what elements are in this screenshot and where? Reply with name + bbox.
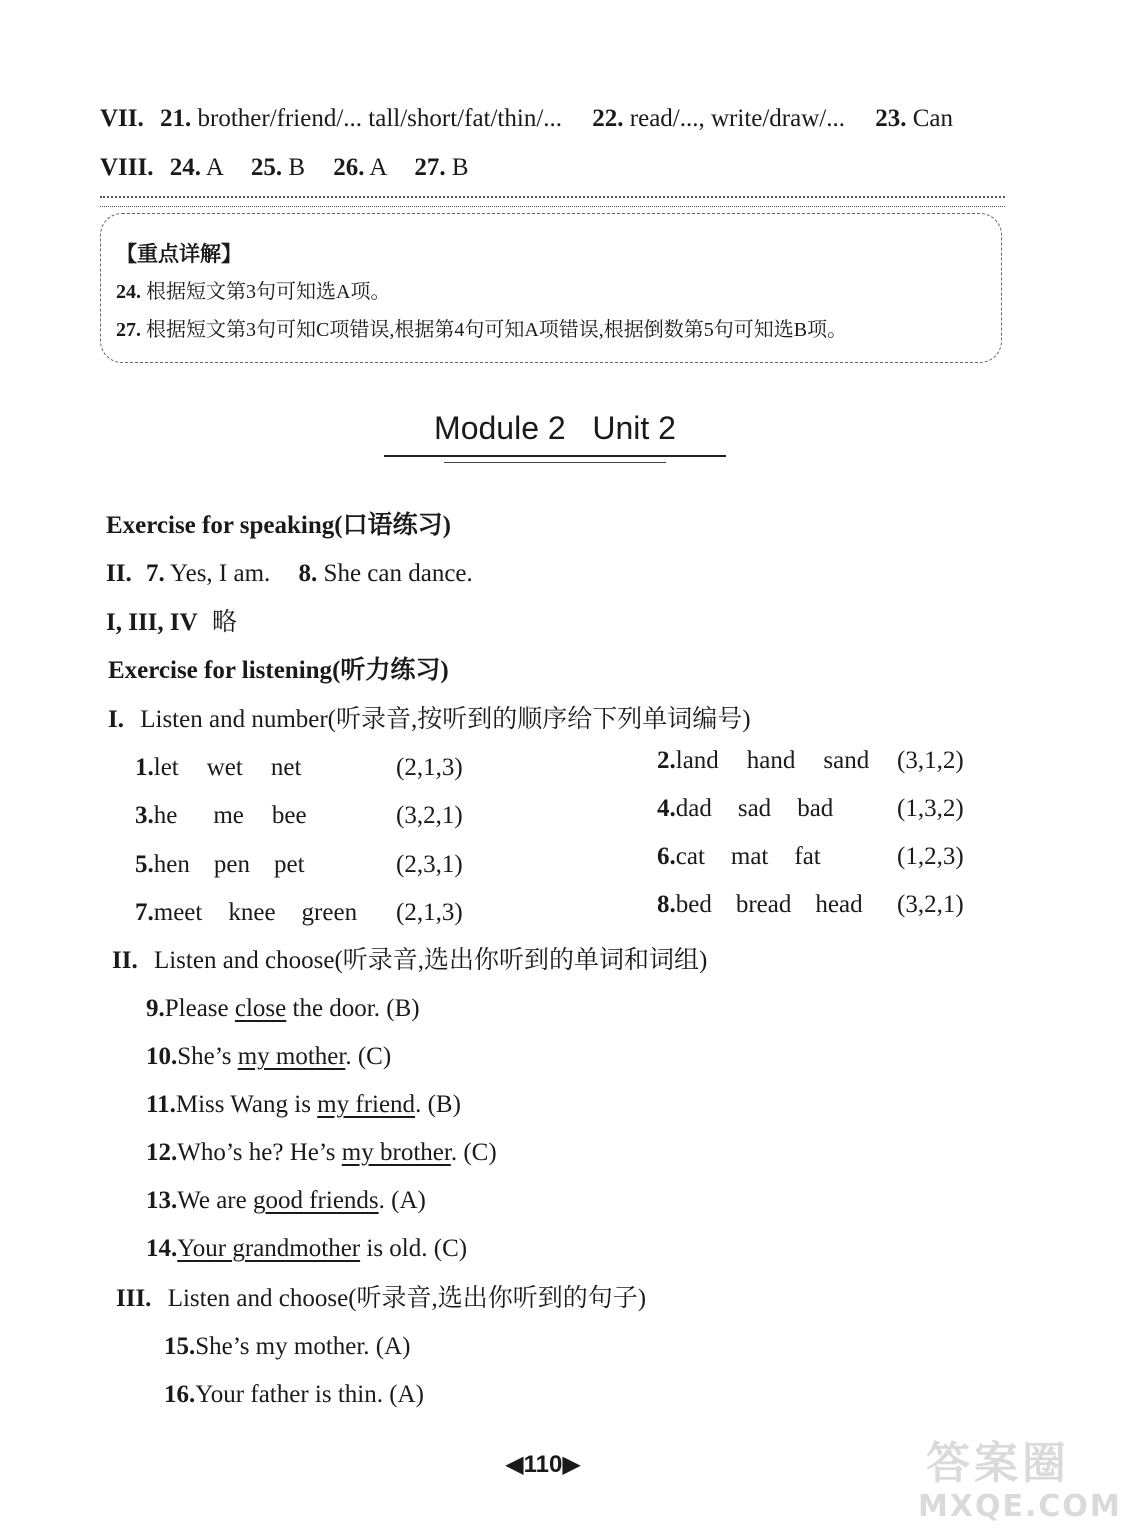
- word: sand: [823, 747, 870, 774]
- listening-section-ii: [112, 945, 707, 977]
- title-rule: [444, 462, 666, 463]
- word: cat: [675, 843, 705, 870]
- section-instruction: Listen and choose(听录音,选出你听到的单词和词组): [153, 947, 708, 974]
- word: bed: [675, 891, 712, 918]
- key-points-title: 【重点详解】: [116, 242, 242, 266]
- key-points-box: [100, 213, 1002, 363]
- section-instruction: Listen and choose(听录音,选出你听到的句子): [167, 1285, 647, 1312]
- question-number: 1.: [135, 754, 154, 781]
- dotted-divider: [100, 206, 1005, 207]
- question-number: 12.: [146, 1139, 178, 1166]
- number-item: [657, 841, 821, 873]
- number-answer: (1,3,2): [897, 795, 964, 822]
- word: pen: [213, 851, 250, 878]
- question-number: 22.: [592, 105, 624, 132]
- word: dad: [675, 795, 712, 822]
- heading-en: Exercise for speaking: [106, 512, 335, 539]
- listening-heading: [108, 655, 449, 687]
- section-label: II.: [106, 560, 132, 587]
- question-number: 8.: [298, 560, 318, 587]
- word: head: [815, 891, 863, 918]
- question-number: 21.: [160, 105, 192, 132]
- key-point-line: [116, 278, 390, 306]
- dotted-divider: [100, 196, 1005, 198]
- word: bread: [735, 891, 792, 918]
- question-number: 27.: [414, 154, 446, 181]
- sentence-item: [164, 1331, 411, 1363]
- page-number: ◀110▶: [505, 1451, 581, 1478]
- question-number: 7.: [145, 560, 165, 587]
- heading-en: Exercise for listening: [108, 657, 333, 684]
- module-title: Module 2 Unit 2: [434, 410, 676, 446]
- heading-cn: (听力练习): [332, 657, 449, 684]
- answer-text: B: [451, 154, 469, 181]
- question-number: 11.: [146, 1091, 176, 1118]
- answer-text: A: [205, 154, 223, 181]
- sentence-text: Your father is thin. (A): [195, 1381, 424, 1408]
- answer-text: She can dance.: [323, 560, 473, 587]
- word: net: [270, 754, 302, 781]
- question-number: 2.: [657, 747, 676, 774]
- number-answer: (2,3,1): [396, 851, 463, 878]
- number-item: [135, 800, 307, 832]
- choose-item: [146, 1089, 461, 1121]
- number-item: [135, 897, 357, 929]
- underlined-answer: my mother: [237, 1043, 346, 1070]
- number-item: [135, 752, 301, 784]
- number-answer: (1,2,3): [897, 843, 964, 870]
- underlined-answer: my brother: [341, 1139, 451, 1166]
- underlined-answer: good friends: [252, 1187, 379, 1214]
- word: mat: [730, 843, 769, 870]
- section-label: I, III, IV: [106, 609, 198, 636]
- question-number: 24.: [169, 154, 201, 181]
- sentence-part: Miss Wang is: [175, 1091, 318, 1118]
- speaking-heading: [106, 510, 451, 542]
- word: knee: [228, 899, 276, 926]
- watermark-text: MXQE.COM: [918, 1489, 1122, 1524]
- word: he: [153, 802, 178, 829]
- section-label: VIII.: [100, 154, 154, 181]
- word: meet: [153, 899, 203, 926]
- watermark-logo: [918, 1438, 1122, 1528]
- section-label: III.: [116, 1285, 152, 1312]
- sentence-part: . (A): [378, 1187, 426, 1214]
- listening-section-iii: [116, 1283, 646, 1315]
- sentence-part: . (C): [345, 1043, 392, 1070]
- word: let: [153, 754, 179, 781]
- sentence-part: Who’s he? He’s: [177, 1139, 342, 1166]
- number-answer: (3,1,2): [897, 747, 964, 774]
- sentence-part: We are: [177, 1187, 253, 1214]
- section-instruction: Listen and number(听录音,按听到的顺序给下列单词编号): [140, 706, 751, 733]
- speaking-ii: [106, 558, 473, 590]
- word: sad: [737, 795, 772, 822]
- answer-text: A: [369, 154, 387, 181]
- number-item: [135, 849, 305, 881]
- word: bad: [797, 795, 834, 822]
- question-number: 9.: [146, 995, 165, 1022]
- section-label: II.: [112, 947, 138, 974]
- answer-text: brother/friend/... tall/short/fat/thin/...: [197, 105, 563, 132]
- question-number: 6.: [657, 843, 676, 870]
- underlined-answer: my friend: [317, 1091, 416, 1118]
- question-number: 7.: [135, 899, 154, 926]
- choose-item: [146, 1041, 391, 1073]
- answer-text: Yes, I am.: [170, 560, 271, 587]
- listening-section-i: [108, 704, 751, 736]
- answer-line-vii: [100, 103, 953, 135]
- section-label: I.: [108, 706, 124, 733]
- speaking-others: [106, 607, 237, 639]
- heading-cn: (口语练习): [334, 512, 451, 539]
- key-point-text: 根据短文第3句可知选A项。: [146, 281, 391, 303]
- question-number: 16.: [164, 1381, 196, 1408]
- number-answer: (3,2,1): [396, 802, 463, 829]
- word: fat: [794, 843, 821, 870]
- underlined-answer: close: [234, 995, 287, 1022]
- sentence-part: Please: [164, 995, 235, 1022]
- choose-item: [146, 1137, 497, 1169]
- answer-text: Can: [912, 105, 954, 132]
- word: hand: [746, 747, 796, 774]
- question-number: 24.: [116, 281, 141, 303]
- word: land: [675, 747, 719, 774]
- question-number: 14.: [146, 1235, 178, 1262]
- sentence-part: . (C): [450, 1139, 497, 1166]
- answer-text: B: [288, 154, 305, 181]
- sentence-item: [164, 1379, 424, 1411]
- choose-item: [146, 1233, 467, 1265]
- number-answer: (3,2,1): [897, 891, 964, 918]
- key-point-text: 根据短文第3句可知C项错误,根据第4句可知A项错误,根据倒数第5句可知选B项。: [146, 319, 848, 341]
- underlined-answer: Your grandmother: [177, 1235, 361, 1262]
- question-number: 23.: [875, 105, 907, 132]
- question-number: 25.: [250, 154, 283, 181]
- question-number: 13.: [146, 1187, 178, 1214]
- word: me: [213, 802, 244, 829]
- answer-line-viii: [100, 152, 469, 184]
- question-number: 8.: [657, 891, 676, 918]
- question-number: 27.: [116, 319, 141, 341]
- sentence-part: the door. (B): [286, 995, 420, 1022]
- sentence-part: She’s: [177, 1043, 238, 1070]
- number-item: [657, 745, 869, 777]
- sentence-part: . (B): [415, 1091, 461, 1118]
- sentence-text: She’s my mother. (A): [195, 1333, 411, 1360]
- sentence-part: is old. (C): [360, 1235, 468, 1262]
- question-number: 3.: [135, 802, 154, 829]
- choose-item: [146, 993, 420, 1025]
- answer-text: read/..., write/draw/...: [629, 105, 845, 132]
- choose-item: [146, 1185, 426, 1217]
- number-answer: (2,1,3): [396, 754, 463, 781]
- question-number: 26.: [333, 154, 365, 181]
- question-number: 10.: [146, 1043, 178, 1070]
- word: bee: [271, 802, 307, 829]
- title-rule: [384, 455, 726, 457]
- key-point-line: [116, 316, 847, 344]
- question-number: 4.: [657, 795, 676, 822]
- word: hen: [153, 851, 190, 878]
- section-label: VII.: [100, 105, 144, 132]
- word: wet: [206, 754, 243, 781]
- watermark-text: 答案圈: [926, 1438, 1070, 1489]
- word: green: [301, 899, 358, 926]
- word: pet: [273, 851, 305, 878]
- answer-text: 略: [211, 609, 237, 636]
- number-item: [657, 793, 833, 825]
- number-answer: (2,1,3): [396, 899, 463, 926]
- question-number: 5.: [135, 851, 154, 878]
- question-number: 15.: [164, 1333, 196, 1360]
- number-item: [657, 889, 863, 921]
